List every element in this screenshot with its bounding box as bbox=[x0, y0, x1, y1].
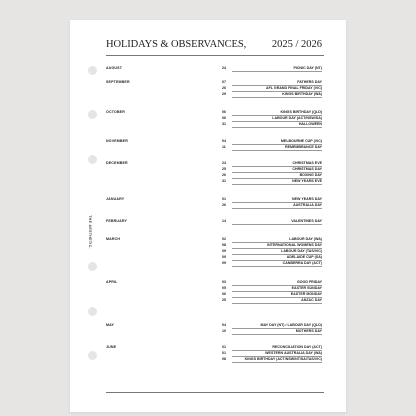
binder-hole bbox=[88, 155, 97, 164]
holiday-date: 31 bbox=[222, 122, 226, 126]
holiday-date: 09 bbox=[222, 261, 226, 265]
holiday-row bbox=[222, 219, 322, 223]
holiday-row bbox=[222, 243, 322, 247]
holiday-date: 14 bbox=[222, 219, 226, 223]
month-label: SEPTEMBER bbox=[106, 80, 130, 84]
holiday-name: INTERNATIONAL WOMENS DAY bbox=[267, 243, 322, 247]
month-label: NOVEMBER bbox=[106, 139, 128, 143]
holiday-row bbox=[222, 173, 322, 177]
holiday-row bbox=[222, 86, 322, 90]
dotted-leader-line bbox=[232, 97, 322, 98]
holiday-name: RECONCILIATION DAY (ACT) bbox=[272, 345, 322, 349]
holiday-row bbox=[222, 80, 322, 84]
dotted-leader-line bbox=[232, 334, 322, 335]
holiday-date: 31 bbox=[222, 179, 226, 183]
holiday-name: KINGS BIRTHDAY (QLD) bbox=[280, 110, 322, 114]
binder-hole bbox=[88, 262, 97, 271]
holiday-name: REMEMBRANCE DAY bbox=[284, 145, 322, 149]
holiday-date: 04 bbox=[222, 139, 226, 143]
holiday-date: 01 bbox=[222, 197, 226, 201]
holiday-name: MAY DAY (NT) / LABOUR DAY (QLD) bbox=[260, 323, 322, 327]
holiday-date: 11 bbox=[222, 145, 226, 149]
holiday-date: 01 bbox=[222, 345, 226, 349]
holiday-date: 25 bbox=[222, 298, 226, 302]
month-label: APRIL bbox=[106, 280, 118, 284]
year-range: 2025 / 2026 bbox=[271, 39, 322, 50]
holiday-name: PICNIC DAY (NT) bbox=[293, 66, 322, 70]
holiday-name: NEW YEARS EVE bbox=[292, 179, 322, 183]
holiday-date: 06 bbox=[222, 292, 226, 296]
holiday-date: 03 bbox=[222, 280, 226, 284]
holiday-name: VALENTINES DAY bbox=[291, 219, 322, 223]
holiday-row bbox=[222, 286, 322, 290]
holiday-name: CANBERRA DAY (ACT) bbox=[282, 261, 322, 265]
holiday-name: CHRISTMAS EVE bbox=[292, 161, 322, 165]
holiday-name: CHRISTMAS DAY bbox=[292, 167, 322, 171]
dotted-leader-line bbox=[232, 303, 322, 304]
holiday-name: WESTERN AUSTRALIA DAY (WA) bbox=[265, 351, 322, 355]
holiday-name: ANZAC DAY bbox=[301, 298, 322, 302]
holiday-date: 01 bbox=[222, 351, 226, 355]
month-label: AUGUST bbox=[106, 66, 123, 70]
holiday-date: 02 bbox=[222, 237, 226, 241]
holiday-date: 10 bbox=[222, 329, 226, 333]
holiday-name: MELBOURNE CUP (VIC) bbox=[280, 139, 322, 143]
holiday-date: 29 bbox=[222, 92, 226, 96]
holiday-name: ADELAIDE CUP (SA) bbox=[286, 255, 322, 259]
holiday-name: LABOUR DAY (WA) bbox=[289, 237, 322, 241]
dotted-leader-line bbox=[232, 184, 322, 185]
holiday-date: 24 bbox=[222, 161, 226, 165]
holiday-row bbox=[222, 237, 322, 241]
holiday-name: FATHERS DAY bbox=[297, 80, 322, 84]
holiday-date: 26 bbox=[222, 173, 226, 177]
holiday-row bbox=[222, 261, 322, 265]
holiday-row bbox=[222, 292, 322, 296]
holiday-date: 08 bbox=[222, 243, 226, 247]
holiday-row bbox=[222, 139, 322, 143]
holiday-row bbox=[222, 345, 322, 349]
dotted-leader-line bbox=[232, 208, 322, 209]
holiday-row bbox=[222, 298, 322, 302]
month-label: DECEMBER bbox=[106, 161, 128, 165]
dotted-leader-line bbox=[232, 266, 322, 267]
dotted-leader-line bbox=[232, 71, 322, 72]
holiday-row bbox=[222, 351, 322, 355]
holiday-row bbox=[222, 116, 322, 120]
holiday-name: EASTER SUNDAY bbox=[291, 286, 322, 290]
holiday-date: 06 bbox=[222, 116, 226, 120]
binder-hole bbox=[88, 66, 97, 75]
holiday-row bbox=[222, 167, 322, 171]
holiday-date: 04 bbox=[222, 323, 226, 327]
holiday-date: 06 bbox=[222, 110, 226, 114]
page-title: HOLIDAYS & OBSERVANCES, bbox=[106, 39, 247, 50]
holiday-row bbox=[222, 179, 322, 183]
holiday-row bbox=[222, 280, 322, 284]
holiday-name: LABOUR DAY (ACT/NSW/SA) bbox=[272, 116, 322, 120]
holiday-row bbox=[222, 255, 322, 259]
holiday-row bbox=[222, 323, 322, 327]
holiday-name: KINGS BIRTHDAY (ACT/NSW/NT/SA/TAS/VIC) bbox=[244, 357, 322, 361]
holiday-row bbox=[222, 357, 322, 361]
month-label: OCTOBER bbox=[106, 110, 125, 114]
holiday-row bbox=[222, 329, 322, 333]
holiday-row bbox=[222, 66, 322, 70]
holiday-name: KINGS BIRTHDAY (WA) bbox=[282, 92, 322, 96]
month-label: JUNE bbox=[106, 345, 117, 349]
holiday-row bbox=[222, 161, 322, 165]
holiday-date: 26 bbox=[222, 86, 226, 90]
holiday-name: AFL GRAND FINAL FRIDAY (VIC) bbox=[266, 86, 322, 90]
dotted-leader-line bbox=[232, 362, 322, 363]
holiday-date: 09 bbox=[222, 249, 226, 253]
holiday-date: 09 bbox=[222, 255, 226, 259]
brand-label: THE AESTHETIC. bbox=[88, 215, 92, 249]
holiday-row bbox=[222, 92, 322, 96]
binder-hole bbox=[88, 110, 97, 119]
dotted-leader-line bbox=[232, 224, 322, 225]
holiday-name: GOOD FRIDAY bbox=[296, 280, 322, 284]
holiday-date: 24 bbox=[222, 66, 226, 70]
holiday-row bbox=[222, 203, 322, 207]
holiday-name: BOXING DAY bbox=[299, 173, 322, 177]
holiday-name: HALLOWEEN bbox=[298, 122, 322, 126]
holiday-name: MOTHERS DAY bbox=[295, 329, 322, 333]
month-label: MAY bbox=[106, 323, 115, 327]
holiday-date: 26 bbox=[222, 203, 226, 207]
dotted-leader-line bbox=[232, 127, 322, 128]
holiday-row bbox=[222, 249, 322, 253]
dotted-leader-line bbox=[232, 150, 322, 151]
header-divider bbox=[106, 55, 324, 56]
holiday-row bbox=[222, 145, 322, 149]
binder-hole bbox=[88, 307, 97, 316]
holiday-date: 08 bbox=[222, 357, 226, 361]
footer-divider bbox=[106, 392, 324, 393]
holiday-row bbox=[222, 197, 322, 201]
holiday-row bbox=[222, 122, 322, 126]
holiday-name: NEW YEARS DAY bbox=[292, 197, 322, 201]
holiday-row bbox=[222, 110, 322, 114]
holiday-date: 25 bbox=[222, 167, 226, 171]
holiday-name: AUSTRALIA DAY bbox=[293, 203, 322, 207]
holiday-date: 05 bbox=[222, 286, 226, 290]
month-label: MARCH bbox=[106, 237, 121, 241]
month-label: JANUARY bbox=[106, 197, 125, 201]
binder-hole bbox=[88, 351, 97, 360]
planner-page bbox=[70, 20, 346, 412]
holiday-date: 07 bbox=[222, 80, 226, 84]
holiday-name: EASTER MONDAY bbox=[290, 292, 322, 296]
holiday-name: LABOUR DAY (TAS/VIC) bbox=[281, 249, 322, 253]
month-label: FEBRUARY bbox=[106, 219, 128, 223]
